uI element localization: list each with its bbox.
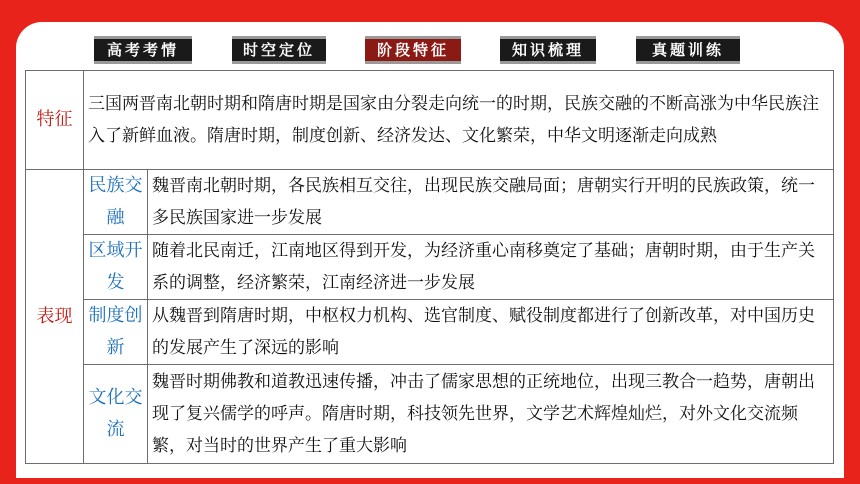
bottom-bar — [0, 478, 860, 484]
table-row-feature — [26, 71, 834, 170]
tab-time-space[interactable] — [232, 36, 326, 64]
tab-exam-analysis[interactable] — [94, 36, 192, 64]
feature-text: 三国两晋南北朝时期和隋唐时期是国家由分裂走向统一的时期，民族交融的不断高涨为中华民族注入了新鲜血液。隋唐时期，制度创新、经济发达、文化繁荣，中华文明逐渐走向成熟 — [84, 71, 834, 170]
tab-bar — [0, 36, 860, 66]
row-text-regional-development: 随着北民南迁，江南地区得到开发，为经济重心南移奠定了基础；唐朝时期，由于生产关系的调整，经济繁荣，江南经济进一步发展 — [148, 235, 834, 300]
row-text-institutional-innovation: 从魏晋到隋唐时期，中枢权力机构、选官制度、赋役制度都进行了创新改革，对中国历史的发展产生了深远的影响 — [148, 300, 834, 365]
row-label-ethnic-integration: 民族交融 — [84, 170, 148, 235]
tab-label: 知识梳理 — [511, 41, 584, 59]
tab-knowledge-review[interactable] — [500, 36, 596, 64]
table-row — [26, 235, 834, 300]
table-row — [26, 300, 834, 365]
row-text-ethnic-integration: 魏晋南北朝时期，各民族相互交往，出现民族交融局面；唐朝实行开明的民族政策，统一多民族国家进一步发展 — [148, 170, 834, 235]
feature-table — [25, 70, 834, 464]
row-label-cultural-exchange: 文化交流 — [84, 365, 148, 464]
tab-label: 阶段特征 — [376, 41, 449, 59]
performance-heading: 表现 — [26, 170, 84, 464]
row-text-cultural-exchange: 魏晋时期佛教和道教迅速传播，冲击了儒家思想的正统地位，出现三教合一趋势，唐朝出现了复兴儒学的呼声。隋唐时期，科技领先世界，文学艺术辉煌灿烂，对外文化交流频繁，对当时的世界产生了重大影响 — [148, 365, 834, 464]
table-row — [26, 365, 834, 464]
row-label-regional-development: 区域开发 — [84, 235, 148, 300]
tab-label: 时空定位 — [242, 41, 315, 59]
row-label-institutional-innovation: 制度创新 — [84, 300, 148, 365]
tab-label: 真题训练 — [651, 41, 724, 59]
tab-label: 高考考情 — [106, 41, 179, 59]
tab-stage-features[interactable] — [365, 36, 461, 64]
tab-exam-practice[interactable] — [636, 36, 740, 64]
table-row — [26, 170, 834, 235]
feature-heading: 特征 — [26, 71, 84, 170]
